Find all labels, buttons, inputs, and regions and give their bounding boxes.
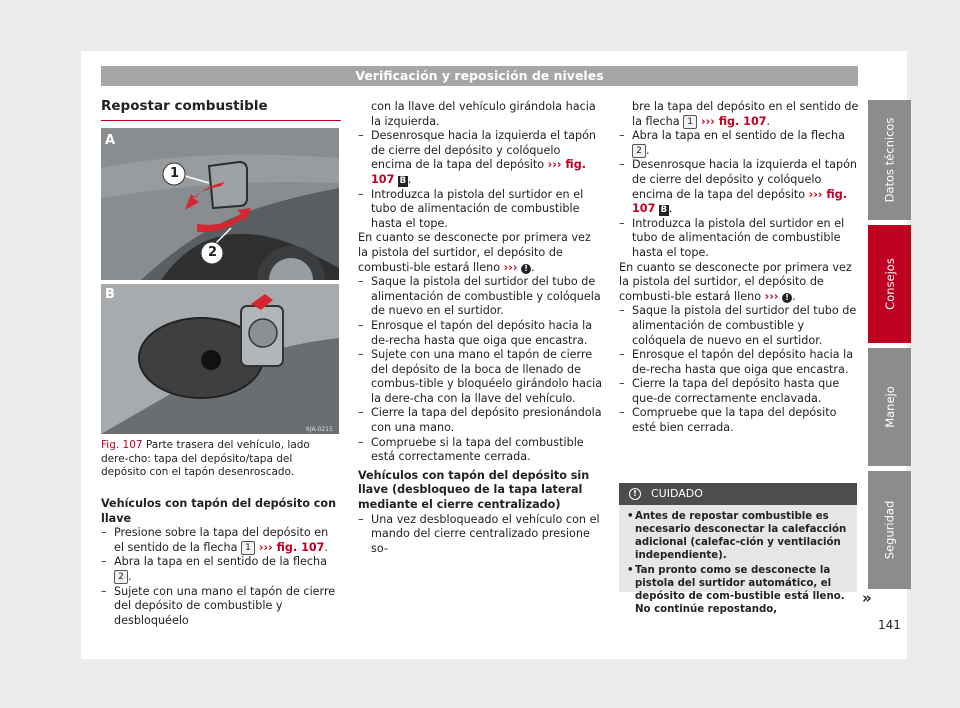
column-3 <box>619 100 859 436</box>
continue-arrow-icon: » <box>862 589 872 607</box>
tab-seguridad[interactable]: Seguridad <box>868 471 911 589</box>
paragraph: En cuanto se desconecte por primera vez la pistola del surtidor, el depósito de combusti-ble estará lleno ››› ! . <box>619 260 852 303</box>
column-2 <box>358 100 603 556</box>
panel-b-label: B <box>105 287 115 302</box>
warning-icon: ! <box>782 293 792 303</box>
list-item: – Introduzca la pistola del surtidor en el tubo de alimentación de combustible hasta el tope. <box>358 188 603 232</box>
fuel-door-illustration <box>101 128 339 434</box>
tab-consejos[interactable]: Consejos <box>868 225 911 343</box>
caution-title: CUIDADO <box>651 487 703 500</box>
list-item: – Saque la pistola del surtidor del tubo de alimentación de combustible y colóquela de nuevo en el surtidor. <box>619 304 859 348</box>
page-number: 141 <box>878 618 901 632</box>
warning-icon: ! <box>521 264 531 274</box>
arrow-1-badge: 1 <box>241 541 255 555</box>
tab-datos-tecnicos[interactable]: Datos técnicos <box>868 100 911 220</box>
image-code: 6JA-0215 <box>306 426 333 433</box>
caution-bullet: • Antes de repostar combustible es necesario desconectar la calefacción adicional (calefac-ción y ventilación independiente). <box>627 510 849 562</box>
callout-1: 1 <box>170 166 180 181</box>
panel-b-badge: B <box>399 175 407 186</box>
figure-link[interactable]: ››› fig. 107 <box>697 114 767 128</box>
list-item: – Cierre la tapa del depósito presionándola con una mano. <box>358 406 603 435</box>
list-item: – Sujete con una mano el tapón de cierre del depósito de la boca de llenado de combus-tible y bloquéelo girándolo hacia la dere-cha con la llave del vehículo. <box>358 348 603 406</box>
warning-link[interactable]: ››› <box>503 260 518 274</box>
caution-bullet: • Tan pronto como se desconecte la pistola del surtidor automático, el depósito de com-bustible está lleno. No continúe repostando, <box>627 564 849 616</box>
column-1 <box>101 497 341 628</box>
subheading-keyless: Vehículos con tapón del depósito sin llave (desbloqueo de la tapa lateral mediante el cierre centralizado) <box>358 468 590 512</box>
subheading-with-key: Vehículos con tapón del depósito con llave <box>101 497 337 525</box>
continued-text: bre la tapa del depósito en el sentido de la flecha 1 ››› fig. 107. <box>632 100 859 128</box>
figure-link[interactable]: ››› fig. 107 <box>371 158 586 186</box>
figure-link[interactable]: ››› fig. 107 <box>255 540 325 554</box>
caution-body <box>619 505 857 623</box>
list-item: – Cierre la tapa del depósito hasta que que-de correctamente enclavada. <box>619 377 859 406</box>
list-item: – Introduzca la pistola del surtidor en el tubo de alimentación de combustible hasta el tope. <box>619 217 859 261</box>
list-item: – Compruebe que la tapa del depósito esté bien cerrada. <box>619 406 859 435</box>
arrow-2-badge: 2 <box>114 570 128 584</box>
list-item: – Compruebe si la tapa del combustible está correctamente cerrada. <box>358 436 603 465</box>
list-item: – Enrosque el tapón del depósito hacia la de-recha hasta que oiga que encastra. <box>358 319 603 348</box>
panel-a-label: A <box>105 133 116 148</box>
list-item: – Desenrosque hacia la izquierda el tapón de cierre del depósito y colóquelo encima de la tapa del depósito ››› fig. 107 B . <box>358 129 603 187</box>
list-item: – Saque la pistola del surtidor del tubo de alimentación de combustible y colóquela de nuevo en el surtidor. <box>358 275 603 319</box>
caption-label: Fig. 107 <box>101 439 143 451</box>
chapter-header: Verificación y reposición de niveles <box>101 66 858 86</box>
list-item: – Una vez desbloqueado el vehículo con el mando del cierre centralizado presione so- <box>358 513 603 557</box>
list-item: – Sujete con una mano el tapón de cierre del depósito de combustible y desbloquéelo <box>101 585 341 629</box>
paragraph: En cuanto se desconecte por primera vez la pistola del surtidor, el depósito de combusti-ble estará lleno ››› ! . <box>358 231 591 274</box>
callout-2: 2 <box>208 245 218 260</box>
caution-box <box>619 483 857 615</box>
figure-caption <box>101 439 339 480</box>
section-title: Repostar combustible <box>101 98 341 121</box>
tab-manejo[interactable]: Manejo <box>868 348 911 466</box>
arrow-1-badge: 1 <box>683 115 697 129</box>
figure-link[interactable]: ››› fig. 107 <box>632 187 847 216</box>
list-item: – Presione sobre la tapa del depósito en el sentido de la flecha 1 ››› fig. 107. <box>101 526 341 555</box>
caption-text: Parte trasera del vehículo, lado dere-cho: tapa del depósito/tapa del depósito con el tapón desenroscado. <box>101 439 310 478</box>
list-item: – Enrosque el tapón del depósito hacia la de-recha hasta que oiga que encastra. <box>619 348 859 377</box>
arrow-2-badge: 2 <box>632 144 646 158</box>
continued-text: con la llave del vehículo girándola hacia la izquierda. <box>371 100 596 128</box>
warning-link[interactable]: ››› <box>764 289 779 303</box>
caution-icon: ! <box>629 488 641 500</box>
list-item: – Desenrosque hacia la izquierda el tapón de cierre del depósito y colóquelo encima de la tapa del depósito ››› fig. 107 B . <box>619 158 859 216</box>
caution-header <box>619 483 857 505</box>
list-item: – Abra la tapa en el sentido de la flecha 2 . <box>619 129 859 158</box>
list-item: – Abra la tapa en el sentido de la flecha 2 . <box>101 555 341 584</box>
figure-107 <box>101 128 339 434</box>
panel-b-badge: B <box>660 205 668 216</box>
